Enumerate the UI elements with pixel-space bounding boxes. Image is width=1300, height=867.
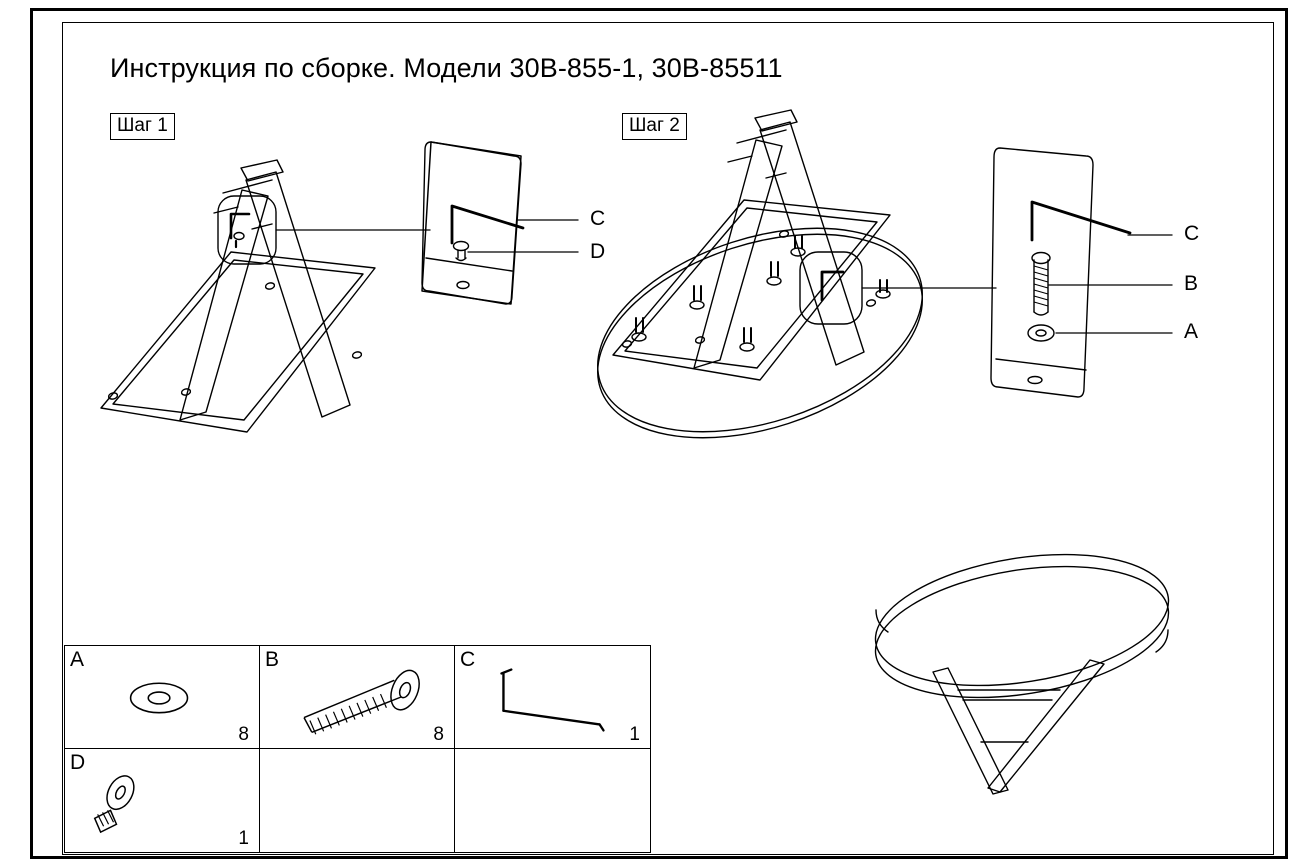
part-count-a: 8 xyxy=(238,724,249,745)
part-cell-a xyxy=(65,646,260,749)
washer-icon xyxy=(65,646,259,748)
callout-step2-c: C xyxy=(1184,222,1200,245)
callout-step2-b: B xyxy=(1184,272,1199,295)
step-1-label: Шаг 1 xyxy=(110,113,175,140)
part-count-c: 1 xyxy=(629,724,640,745)
callout-step1-c: C xyxy=(590,207,606,230)
part-letter-a: A xyxy=(70,648,85,671)
bolt-icon xyxy=(260,646,454,748)
part-count-b: 8 xyxy=(433,724,444,745)
callout-step2-a: A xyxy=(1184,320,1199,343)
part-letter-b: B xyxy=(264,648,279,671)
part-letter-d: D xyxy=(70,751,86,774)
part-cell-b xyxy=(260,646,455,749)
page-title: Инструкция по сборке. Модели 30В-855-1, 30В-85511 xyxy=(110,53,783,83)
parts-row xyxy=(65,646,650,749)
short-screw-icon xyxy=(65,749,259,852)
part-cell-empty-2 xyxy=(455,749,650,852)
part-count-d: 1 xyxy=(238,828,249,849)
part-letter-c: C xyxy=(459,648,476,671)
parts-row xyxy=(65,749,650,852)
allen-key-icon xyxy=(455,646,650,748)
callout-step1-d: D xyxy=(590,240,606,263)
parts-list-table xyxy=(64,645,651,853)
part-cell-c xyxy=(455,646,650,749)
step-2-label: Шаг 2 xyxy=(622,113,687,140)
part-cell-empty-1 xyxy=(260,749,455,852)
part-cell-d xyxy=(65,749,260,852)
